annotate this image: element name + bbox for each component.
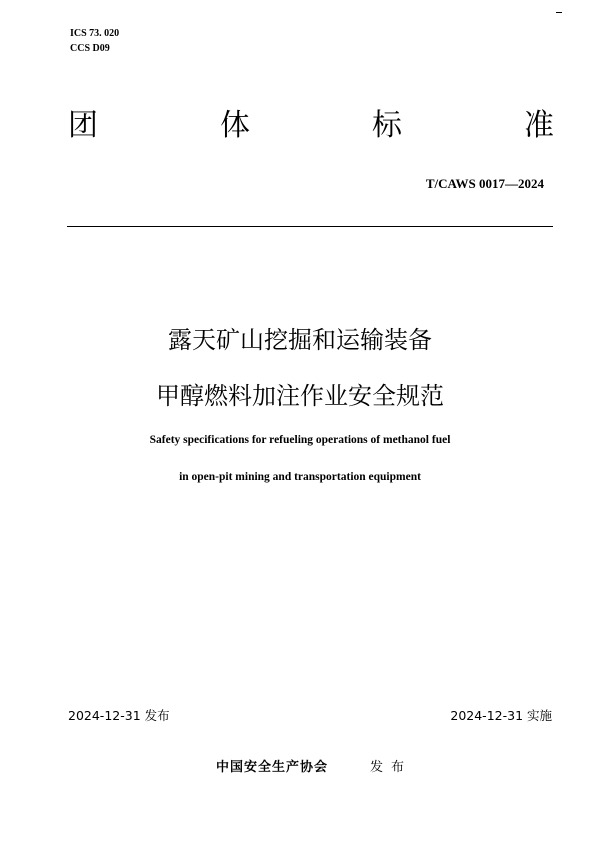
issue-label: 发布 (370, 760, 413, 775)
ccs-code: CCS D09 (70, 43, 110, 54)
standard-type-char: 准 (524, 108, 554, 143)
standard-type-char: 标 (372, 108, 402, 143)
chinese-title-line-2: 甲醇燃料加注作业安全规范 (156, 382, 444, 410)
implementation-date: 2024-12-31 实施 (450, 708, 552, 723)
standard-type-char: 团 (68, 108, 98, 143)
standard-number: T/CAWS 0017—2024 (425, 176, 544, 191)
classification-codes (70, 26, 119, 56)
chinese-title-line-1: 露天矿山挖掘和运输装备 (168, 326, 432, 354)
standard-type-heading (68, 108, 554, 144)
english-title-line-1: Safety specifications for refueling operations of methanol fuel (149, 434, 451, 446)
release-date: 2024-12-31 发布 (68, 708, 170, 723)
english-title-line-2: in open-pit mining and transportation equipment (179, 471, 421, 483)
ics-code: ICS 73. 020 (70, 28, 120, 39)
corner-mark (556, 12, 562, 13)
header-divider (67, 226, 553, 227)
issuing-organization: 中国安全生产协会 (216, 760, 329, 775)
standard-type-char: 体 (220, 108, 250, 143)
